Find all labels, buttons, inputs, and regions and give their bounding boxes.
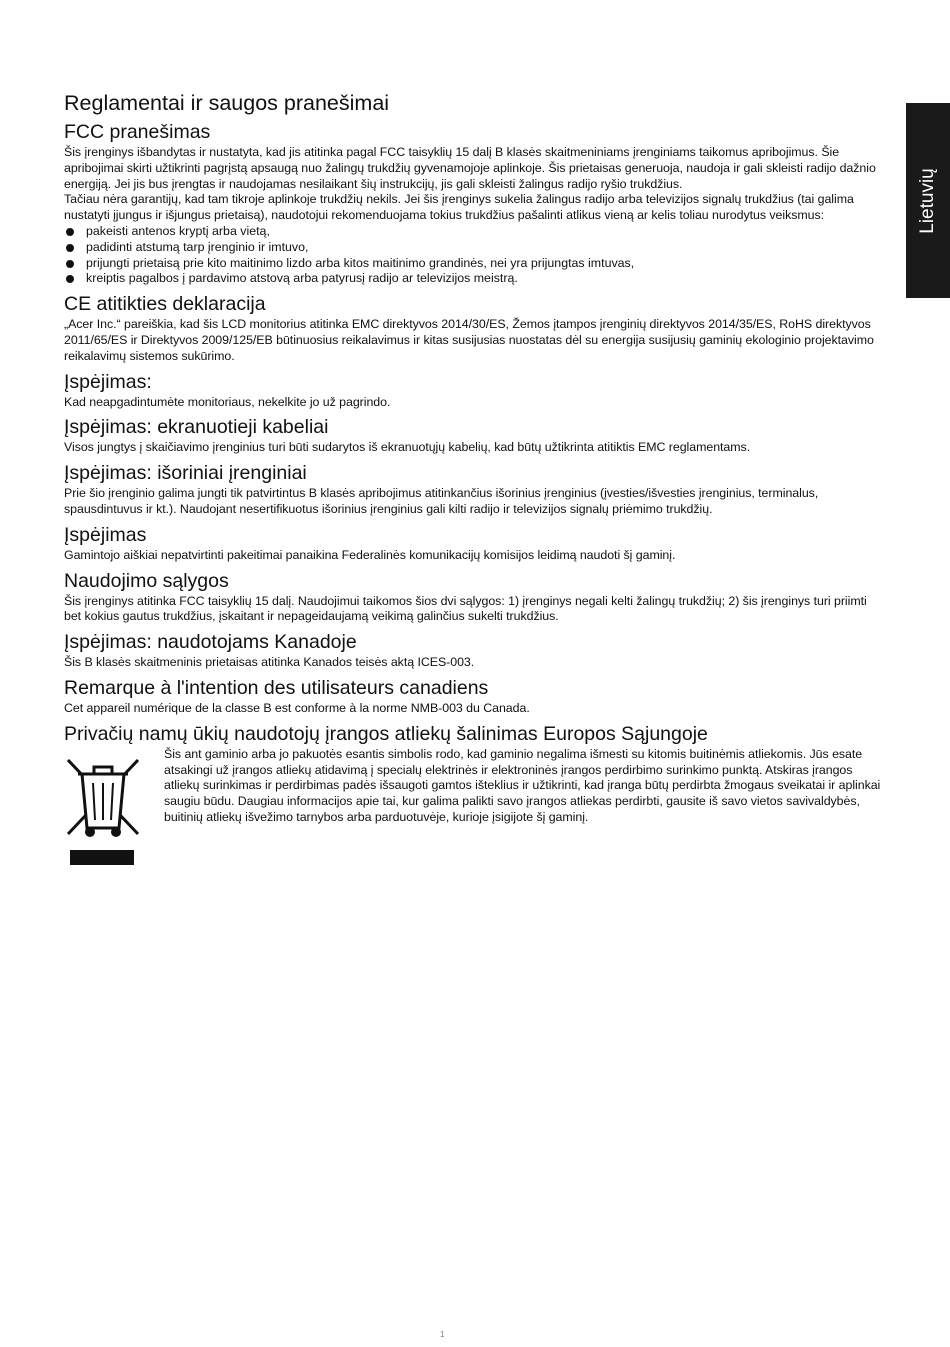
weee-text: Šis ant gaminio arba jo pakuotės esantis simbolis rodo, kad gaminio negalima išmesti su kitomis buitinėmis atliekomis. Jūs esate atsakingi už įrangos atliekų atidavimą į specialų elektrinės ir elektroninės įrangos perdirbimo surinkimo punktą. Atskiras įrangos atliekų surinkimas ir perdirbimas padės išsaugoti gamtos išteklius ir užtikrinti, kad įranga būtų perdirbta žmogaus sveikatai ir aplinkai saugiu būdu. Daugiau informacijos apie tai, kur galima palikti savo įrangos atliekas perdirbti, gausite iš savo vietos savivaldybės, buitinių atliekų išvežimo tarnybos arba parduotuvėje, kurioje įsigijote šį gaminį. (164, 746, 881, 824)
modifications-warning-text: Gamintojo aiškiai nepatvirtinti pakeitimai panaikina Federalinės komunikacijų komisijos leidimą naudoti šį gaminį. (64, 547, 676, 562)
list-item-text: padidinti atstumą tarp įrenginio ir imtuvo, (86, 239, 309, 254)
warning-heading: Įspėjimas: (64, 370, 152, 393)
ce-heading: CE atitikties deklaracija (64, 293, 266, 316)
bullet-icon (66, 260, 74, 268)
list-item (64, 271, 884, 287)
bullet-icon (66, 275, 74, 283)
ce-section (64, 292, 884, 364)
conditions-text: Šis įrenginys atitinka FCC taisyklių 15 dalį. Naudojimui taikomos šios dvi sąlygos: 1) įrenginys negali kelti žalingų trukdžių; 2) šis įrenginys turi priimti bet kokius gautus trukdžius, įskaitant ir nepageidaujamą veikimą galinčius sukelti trukdžius. (64, 593, 867, 624)
canada-fr-heading: Remarque à l'intention des utilisateurs canadiens (64, 676, 489, 699)
canada-text: Šis B klasės skaitmeninis prietaisas atitinka Kanados teisės aktą ICES-003. (64, 655, 475, 670)
canada-fr-section (64, 676, 884, 717)
page-title: Reglamentai ir saugos pranešimai (64, 91, 390, 115)
ce-text: „Acer Inc.“ pareiškia, kad šis LCD monitorius atitinka EMC direktyvos 2014/30/ES, Žemos įtampos įrenginių direktyvos 2014/35/ES, RoHS direktyvos 2011/65/ES ir Direktyvos 2009/125/EB būtinuosius reikalavimus ir kitas susijusias nuostatas dėl su energija susijusių gaminių ekologinio projektavimo reikalavimų sistemos sukūrimo. (64, 317, 874, 363)
weee-section (64, 722, 884, 826)
canada-heading: Įspėjimas: naudotojams Kanadoje (64, 631, 357, 654)
shielded-cables-text: Visos jungtys į skaičiavimo įrenginius turi būti sudarytos iš ekranuotųjų kabelių, kad būtų užtikrinta atitiktis EMC reglamentams. (64, 440, 751, 455)
external-devices-section (64, 461, 884, 518)
fcc-section (64, 120, 884, 287)
footer-mark: 1 (440, 1330, 445, 1339)
fcc-heading: FCC pranešimas (64, 121, 211, 143)
language-tab (906, 103, 950, 298)
list-item (64, 240, 884, 256)
warning-section (64, 370, 884, 411)
shielded-cables-heading: Įspėjimas: ekranuotieji kabeliai (64, 416, 329, 439)
external-devices-heading: Įspėjimas: išoriniai įrenginiai (64, 462, 307, 485)
list-item-text: prijungti prietaisą prie kito maitinimo lizdo arba kitos maitinimo grandinės, nei yra prijungtas imtuvas, (86, 255, 635, 270)
list-item (64, 224, 884, 240)
conditions-section (64, 569, 884, 626)
modifications-warning-section (64, 523, 884, 564)
list-item (64, 256, 884, 272)
bullet-icon (66, 228, 74, 236)
weee-heading: Privačių namų ūkių naudotojų įrangos atliekų šalinimas Europos Sąjungoje (64, 722, 708, 745)
bullet-icon (66, 244, 74, 252)
conditions-heading: Naudojimo sąlygos (64, 569, 229, 592)
language-tab-label: Lietuvių (917, 167, 938, 234)
fcc-paragraph-1: Šis įrenginys išbandytas ir nustatyta, kad jis atitinka pagal FCC taisyklių 15 dalį B klasės skaitmeniniams įrenginiams taikomus apribojimus. Šie apribojimai skirti užtikrinti pagrįstą apsaugą nuo žalingų trukdžių gyvenamojoje aplinkoje. Šis prietaisas generuoja, naudoja ir gali skleisti radijo dažnio energiją. Jei jis bus įrengtas ir naudojamas nesilaikant šių instrukcijų, jis gali skleisti žalingus radijo ryšio trukdžius. (64, 145, 876, 191)
warning-text: Kad neapgadintumėte monitoriaus, nekelkite jo už pagrindo. (64, 394, 391, 409)
list-item-text: kreiptis pagalbos į pardavimo atstovą arba patyrusį radijo ar televizijos meistrą. (86, 271, 518, 286)
external-devices-text: Prie šio įrenginio galima jungti tik patvirtintus B klasės apribojimus atitinkančius išorinius įrenginius (įvesties/išvesties įrenginius, terminalus, spausdintuvus ir kt.). Naudojant nesertifikuotus išorinius įrenginius gali kilti radijo ir televizijos signalų priėmimo trukdžių. (64, 486, 819, 516)
crossed-bin-icon (64, 750, 142, 870)
canada-section (64, 630, 884, 671)
shielded-cables-section (64, 415, 884, 456)
fcc-bullet-list (64, 224, 884, 287)
list-item-text: pakeisti antenos kryptį arba vietą, (86, 223, 270, 238)
document-page (64, 90, 884, 831)
fcc-paragraph-2: Tačiau nėra garantijų, kad tam tikroje aplinkoje trukdžių nekils. Jei šis įrenginys sukelia žalingus radijo arba televizijos signalų trukdžius (tai galima nustatyti įjungus ir išjungus prietaisą), naudotojui rekomenduojama tokius trukdžius pašalinti atlikus vieną ar kelis toliau nurodytus veiksmus: (64, 192, 854, 223)
canada-fr-text: Cet appareil numérique de la classe B est conforme à la norme NMB-003 du Canada. (64, 700, 530, 715)
modifications-warning-heading: Įspėjimas (64, 523, 147, 546)
